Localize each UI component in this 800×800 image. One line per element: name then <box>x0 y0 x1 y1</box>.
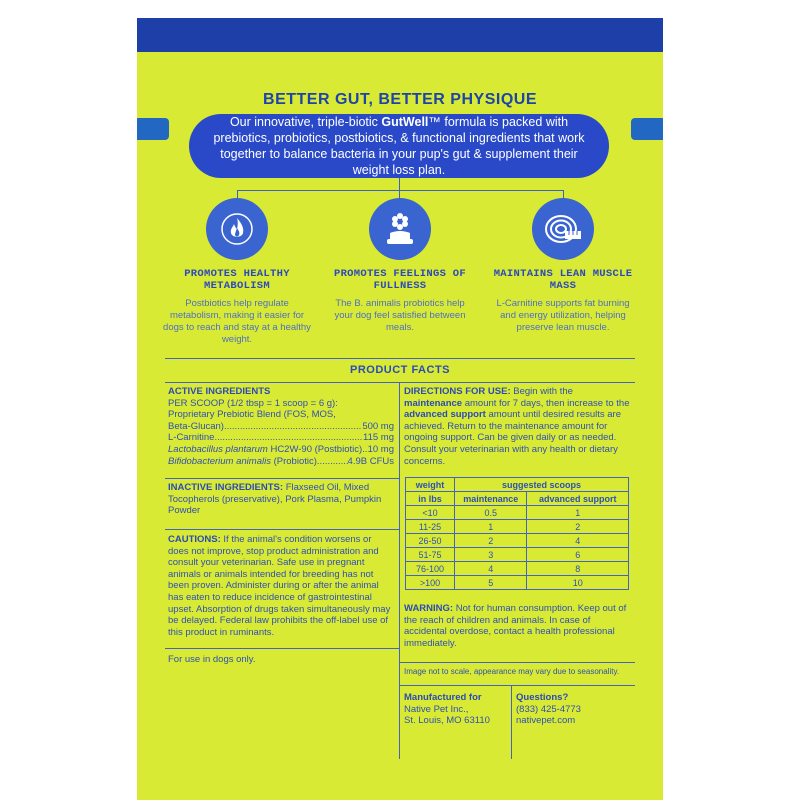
benefit-fullness <box>325 198 475 334</box>
bag-top-band <box>137 18 663 52</box>
divider <box>399 662 635 663</box>
flame-icon <box>206 198 268 260</box>
product-facts-title: PRODUCT FACTS <box>350 364 450 376</box>
benefit-description: Postbiotics help regulate metabolism, making it easier for dogs to reach and stay at a healthy weight. <box>163 298 311 345</box>
cautions: CAUTIONS: If the animal's condition worsens or does not improve, stop product administration and consult your veterinarian. Safe use in pregnant animals or animals intended for breeding has not been proven. Administer during or after the animal has eaten to reduce incidence of gastrointestinal upset. Absorption of drugs taken simultaneously may be delayed. Federal law prohibits the off-label use of this product in ruminants. <box>168 534 391 638</box>
benefit-title: PROMOTES FEELINGS OF FULLNESS <box>333 268 467 292</box>
scoops-header: suggested scoops <box>455 478 629 492</box>
table-row: 51-75 3 6 <box>406 548 629 562</box>
contact-divider <box>511 685 512 759</box>
warning: WARNING: Not for human consumption. Keep out of the reach of children and animals. In case of accidental overdose, contact a health professional immediately. <box>404 603 627 649</box>
blend-row: Beta-Glucan) ..... 500 mg <box>168 421 394 433</box>
benefit-description: The B. animalis probiotics help your dog feel satisfied between meals. <box>334 298 466 333</box>
benefit-title: PROMOTES HEALTHY METABOLISM <box>184 268 290 292</box>
divider <box>165 529 399 530</box>
weight-header: weight <box>406 478 455 492</box>
table-row: >100 5 10 <box>406 576 629 590</box>
dosage-table <box>405 477 629 590</box>
phone-number: (833) 425-4773 <box>516 703 581 715</box>
benefit-metabolism <box>162 198 312 346</box>
column-divider <box>399 382 400 759</box>
benefit-title: MAINTAINS LEAN MUSCLE MASS <box>493 268 633 292</box>
unit-header: in lbs <box>406 492 455 506</box>
flower-bowl-icon <box>369 198 431 260</box>
product-bag-back <box>137 18 663 800</box>
divider <box>165 478 399 479</box>
intro-banner <box>189 114 609 178</box>
product-facts-panel <box>165 358 635 759</box>
table-row: 76-100 4 8 <box>406 562 629 576</box>
divider <box>399 685 635 686</box>
maintenance-header: maintenance <box>455 492 527 506</box>
brand-name: GutWell <box>381 115 429 129</box>
lacto-row: Lactobacillus plantarum HC2W-90 (Postbiotic) ..... 10 mg <box>168 444 394 456</box>
website: nativepet.com <box>516 715 576 727</box>
directions-for-use: DIRECTIONS FOR USE: Begin with the maintenance amount for 7 days, then increase to the advanced support amount until desired results are achieved. Return to the maintenance amount for ongoing support. Can be given daily or as needed. Consult your veterinarian with any health or dietary concerns. <box>404 386 630 467</box>
active-heading: ACTIVE INGREDIENTS <box>168 386 271 397</box>
manufacturer-info: Manufactured for Native Pet Inc., St. Louis, MO 63110 <box>404 692 490 727</box>
scale-note: Image not to scale, appearance may vary due to seasonality. <box>404 667 620 676</box>
benefit-description: L-Carnitine supports fat burning and energy utilization, helping preserve lean muscle. <box>496 298 630 333</box>
bag-side-tab-left <box>137 118 169 140</box>
inactive-ingredients: INACTIVE INGREDIENTS: Flaxseed Oil, Mixed Tocopherols (preservative), Pork Plasma, Pumpkin Powder <box>168 482 382 517</box>
per-scoop: PER SCOOP (1/2 tbsp = 1 scoop = 6 g): <box>168 397 338 409</box>
table-row: <10 0.5 1 <box>406 506 629 520</box>
connector-stem <box>399 178 400 190</box>
carnitine-row: L-Carnitine ..... 115 mg <box>168 432 394 444</box>
intro-text: Our innovative, triple-biotic GutWell™ formula is packed with prebiotics, probiotics, postbiotics, & functional ingredients that work together to balance bacteria in your pup's gut & supplement their weight loss plan. <box>213 115 585 177</box>
dogs-only-note: For use in dogs only. <box>168 654 256 665</box>
divider <box>165 382 635 383</box>
tape-measure-icon <box>532 198 594 260</box>
table-row: 26-50 2 4 <box>406 534 629 548</box>
bag-side-tab-right <box>631 118 663 140</box>
questions-info: Questions? (833) 425-4773 nativepet.com <box>516 692 632 727</box>
active-ingredients <box>168 386 394 467</box>
blend-line: Proprietary Prebiotic Blend (FOS, MOS, <box>168 409 336 421</box>
benefit-muscle <box>488 198 638 334</box>
connector-bar <box>237 190 563 191</box>
advanced-header: advanced support <box>527 492 629 506</box>
table-row: 11-25 1 2 <box>406 520 629 534</box>
headline: BETTER GUT, BETTER PHYSIQUE <box>263 91 537 108</box>
divider <box>165 648 399 649</box>
bifido-row: Bifidobacterium animalis (Probiotic) ..... 4.9B CFUs <box>168 456 394 468</box>
